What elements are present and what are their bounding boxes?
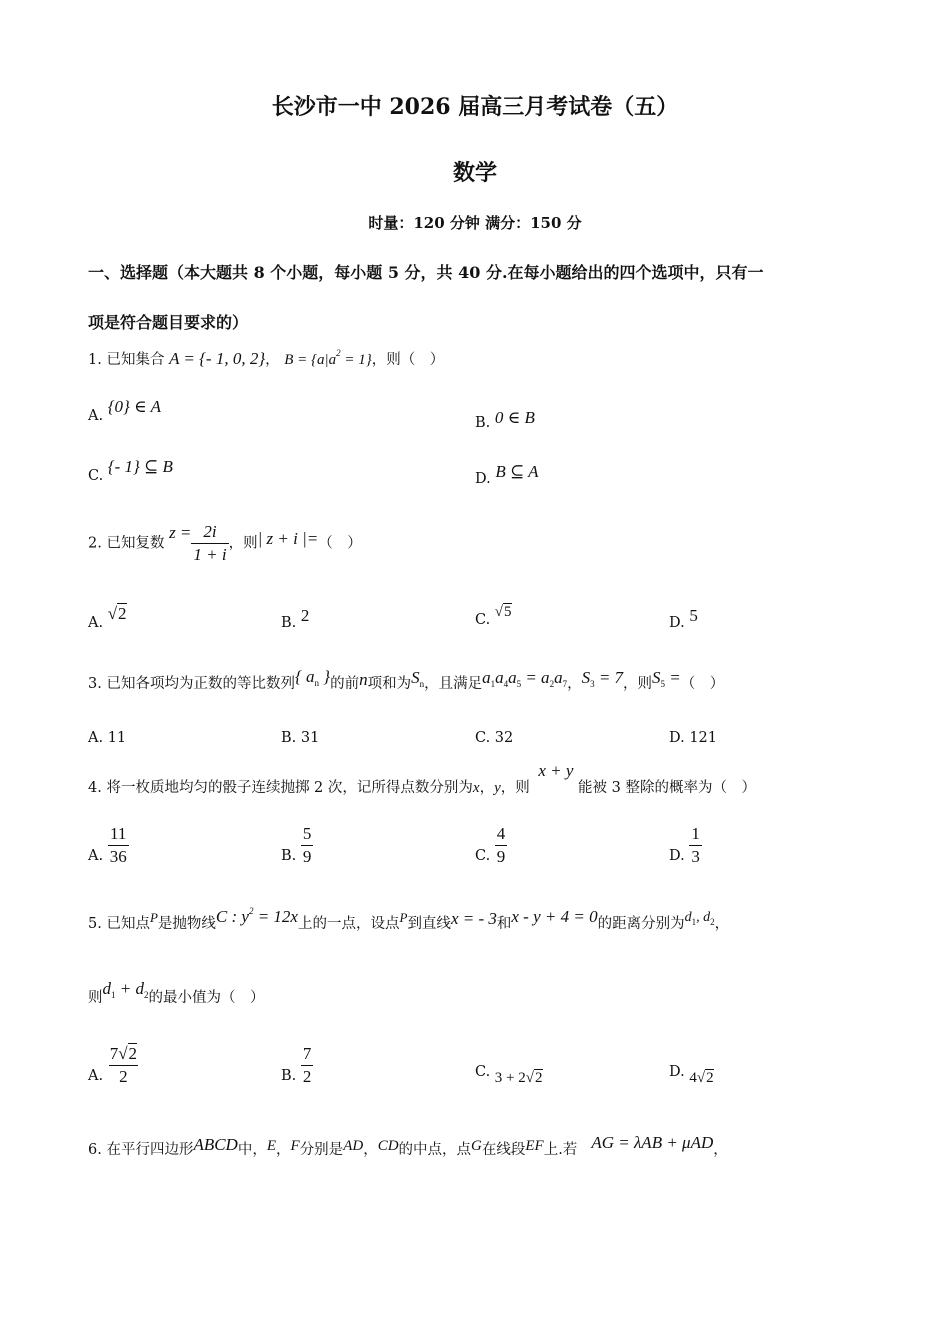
- q5-line2: x - y + 4 = 0: [511, 907, 598, 926]
- q1-option-a-label: A.: [88, 408, 104, 424]
- q5-mid1: 是抛物线: [157, 916, 216, 932]
- q2-abs: | z + i |=: [257, 528, 319, 548]
- q5-option-a-num: 7: [109, 1044, 119, 1063]
- q1-set-b-text: B = {a|a: [284, 352, 337, 368]
- q3-eq-s5: 5: [516, 679, 522, 689]
- q2-option-b-label: B.: [281, 615, 297, 631]
- q4-option-d: [669, 824, 702, 867]
- section-heading-line1: 一、选择题（本大题共 8 个小题，每小题 5 分，共 40 分.在每小题给出的四个选项中，只有一: [88, 263, 764, 282]
- question-1: [88, 348, 444, 369]
- q5-option-b-frac: [301, 1044, 314, 1087]
- q3-sequence: [295, 667, 330, 686]
- q2-option-a-label: A.: [88, 615, 104, 631]
- q1-option-b-label: B.: [475, 415, 491, 431]
- q1-option-c-label: C.: [88, 468, 104, 484]
- q5-option-b: [281, 1044, 313, 1087]
- q5-p: P: [149, 910, 158, 925]
- q2-option-d-text: 5: [689, 606, 698, 625]
- q2-fraction: [191, 522, 228, 565]
- q6-end: ，: [713, 1142, 728, 1158]
- q6-cd: CD: [377, 1138, 399, 1154]
- q5-option-a-den: 2: [109, 1065, 138, 1087]
- q1-option-c-text: {- 1} ⊆ B: [107, 457, 173, 476]
- question-6: [88, 1133, 728, 1159]
- q1-prefix: 1. 已知集合: [88, 352, 165, 368]
- q6-f: F: [290, 1138, 300, 1154]
- q3-prefix: 3. 已知各项均为正数的等比数列: [88, 676, 295, 692]
- q6-mid1: 中，: [237, 1142, 267, 1158]
- q5-d2-sub: 2: [710, 917, 715, 927]
- q5-distances: [685, 910, 715, 925]
- q3-s3-s: S: [581, 668, 591, 687]
- q3-sn-sub: n: [419, 679, 425, 689]
- q6-ad: AD: [343, 1138, 364, 1154]
- q5-mid2: 上的一点，设点: [297, 916, 400, 932]
- q3-seq-end: }: [319, 667, 331, 686]
- q1-set-b-exp: 2: [336, 348, 341, 358]
- q2-option-d-label: D.: [669, 615, 685, 631]
- q3-mid3: ，且满足: [424, 676, 483, 692]
- q5-option-b-label: B.: [281, 1067, 297, 1084]
- q5-end: ，: [714, 916, 730, 932]
- q5-curve-rhs: = 12x: [253, 907, 298, 926]
- q6-e: E: [266, 1138, 277, 1154]
- q5-line1: x = - 3: [450, 909, 497, 928]
- section-heading-line2: 项是符合题目要求的）: [88, 313, 249, 332]
- q5-prefix: 5. 已知点: [88, 916, 150, 932]
- q3-sn: [411, 668, 424, 687]
- q5-option-d-radicand: 2: [706, 1070, 714, 1086]
- q5-and: 和: [496, 916, 512, 932]
- q1-option-a: [88, 397, 161, 425]
- subject-title: 数学: [452, 160, 497, 186]
- q3-option-d: D. 121: [669, 730, 718, 746]
- q5-option-d-text: 4: [689, 1070, 697, 1086]
- q6-ef: EF: [525, 1138, 544, 1154]
- q3-s5-sub: 5: [660, 679, 666, 689]
- q5-option-c-label: C.: [475, 1064, 491, 1080]
- q3-sn-s: S: [411, 668, 420, 687]
- q5-option-b-den: 2: [302, 1067, 312, 1086]
- q6-g: G: [471, 1138, 482, 1154]
- q3-seq-sub: n: [314, 678, 320, 688]
- q5-sum: [103, 979, 149, 998]
- q5-option-d-label: D.: [669, 1064, 685, 1080]
- q3-s3: [582, 668, 623, 687]
- q4-option-a-label: A.: [88, 847, 104, 864]
- q4-option-d-label: D.: [669, 847, 685, 864]
- q6-mid3: 的中点，点: [398, 1142, 472, 1158]
- q2-option-a: A. √2: [88, 604, 127, 631]
- q3-s3-sub: 3: [590, 679, 595, 689]
- q4-mid: ，则: [500, 780, 530, 796]
- q3-eq-a4: a: [495, 668, 504, 687]
- q4-option-a-num: 11: [110, 824, 127, 843]
- q4-option-b: [281, 824, 313, 867]
- q5-option-c-radicand: 2: [535, 1070, 543, 1086]
- q1-suffix: ，则（ ）: [371, 352, 445, 368]
- q1-option-d: [475, 462, 539, 488]
- q5-option-a-radicand: 2: [128, 1044, 138, 1063]
- q3-s3-val: = 7: [594, 668, 624, 687]
- q3-eq-a2: = a: [521, 668, 550, 687]
- q2-z: z =: [169, 522, 192, 542]
- q4-option-c-den: 9: [496, 847, 506, 866]
- q3-mid4: ，则: [623, 676, 653, 692]
- q5-curve-text: C : y: [215, 907, 249, 926]
- q2-option-a-text: 2: [118, 604, 127, 623]
- q5-then: 则: [88, 990, 103, 1006]
- q4-option-a-den: 36: [109, 847, 127, 866]
- question-3: [88, 667, 725, 694]
- q2-mid: ，则: [228, 535, 258, 552]
- q4-prefix: 4. 将一枚质地均匀的骰子连续抛掷 2 次，记所得点数分别为: [88, 780, 473, 796]
- q4-option-c-frac: [495, 824, 508, 867]
- q5-mid3: 到直线: [407, 916, 451, 932]
- q6-abcd: ABCD: [193, 1135, 238, 1154]
- q6-comma2: ，: [363, 1142, 378, 1158]
- q4-expression: x + y: [538, 761, 574, 780]
- q3-s5-eq: =: [665, 668, 681, 687]
- q2-option-b: [281, 606, 310, 632]
- q6-equation: AG = λAB + μAD: [591, 1133, 714, 1152]
- q2-prefix: 2. 已知复数: [88, 535, 165, 552]
- q5-option-a: [88, 1044, 139, 1087]
- q5-suffix: 的最小值为（ ）: [148, 990, 265, 1006]
- q5-p2: P: [399, 910, 408, 925]
- q5-sum-d1: d: [102, 979, 111, 998]
- q5-sum-sub2: 2: [143, 990, 149, 1000]
- q3-equation: [482, 668, 567, 687]
- question-5: [88, 906, 730, 934]
- q2-option-d: [669, 606, 698, 632]
- q5-option-a-label: A.: [88, 1067, 104, 1084]
- q2-option-c-label: C.: [475, 612, 491, 628]
- q5-d2: , d: [696, 910, 711, 925]
- q1-option-b-text: 0 ∈ B: [494, 408, 535, 427]
- q3-option-b: B. 31: [281, 730, 320, 746]
- q4-option-d-den: 3: [691, 847, 700, 866]
- question-4: [88, 761, 756, 797]
- q6-mid2: 分别是: [299, 1142, 344, 1158]
- q1-set-b-end: = 1}: [340, 352, 372, 368]
- q3-option-a: A. 11: [88, 730, 127, 746]
- q1-option-b: [475, 408, 535, 432]
- q3-seq-a: { a: [294, 667, 315, 686]
- q3-mid2: 项和为: [367, 676, 412, 692]
- q1-comma: ，: [265, 352, 280, 368]
- q4-x: x: [472, 780, 480, 796]
- q4-option-b-label: B.: [281, 847, 297, 864]
- q1-option-d-text: B ⊆ A: [495, 462, 539, 481]
- q5-curve: [216, 907, 298, 926]
- q4-y: y: [494, 780, 501, 796]
- q2-suffix: （ ）: [318, 535, 362, 552]
- q3-eq-s7: 7: [562, 679, 568, 689]
- q5-d1: d: [684, 910, 692, 925]
- q3-eq-s2: 2: [549, 679, 555, 689]
- q4-option-c-label: C.: [475, 847, 491, 864]
- q3-mid1: 的前: [330, 676, 360, 692]
- q3-eq-s4: 4: [503, 679, 509, 689]
- q1-option-d-label: D.: [475, 471, 491, 487]
- q6-comma1: ，: [276, 1142, 291, 1158]
- q4-option-a-frac: [108, 824, 129, 867]
- question-5-line2: [88, 979, 265, 1008]
- q4-comma: ，: [479, 780, 495, 796]
- q5-sum-d2: + d: [115, 979, 144, 998]
- q3-s5: [652, 668, 681, 687]
- q3-n: n: [359, 670, 368, 689]
- q3-eq-a1: a: [482, 668, 491, 687]
- q5-option-b-num: 7: [302, 1044, 312, 1063]
- q4-option-b-den: 9: [302, 847, 312, 866]
- exam-meta: 时量：120 分钟 满分：150 分: [368, 214, 582, 232]
- q5-option-c-text: 3 + 2: [494, 1070, 526, 1086]
- q5-d1-sub: 1: [691, 917, 697, 927]
- q3-comma: ，: [567, 676, 582, 692]
- q6-mid5: 上.若: [543, 1142, 578, 1158]
- q2-option-c: C. √5: [475, 604, 512, 628]
- q1-option-c: [88, 457, 173, 485]
- question-2: [88, 522, 362, 565]
- q1-option-a-text: {0} ∈ A: [107, 397, 161, 416]
- q3-eq-a7: a: [554, 668, 563, 687]
- q2-option-c-text: 5: [504, 604, 512, 620]
- page-title: 长沙市一中 2026 届高三月考试卷（五）: [271, 94, 679, 120]
- q6-mid4: 在线段: [481, 1142, 526, 1158]
- q2-option-b-text: 2: [300, 606, 310, 625]
- q3-s5-s: S: [652, 668, 661, 687]
- q1-set-b: [284, 348, 372, 368]
- q4-option-b-frac: [301, 824, 314, 867]
- q4-option-c-num: 4: [496, 824, 506, 843]
- q3-suffix: （ ）: [680, 676, 725, 692]
- q4-option-b-num: 5: [302, 824, 312, 843]
- q5-mid4: 的距离分别为: [597, 916, 685, 932]
- q4-option-c: [475, 824, 507, 867]
- q2-numerator: 2i: [203, 522, 217, 541]
- q5-option-a-frac: $\frac{7√2}{2}$: [109, 1044, 138, 1086]
- q3-eq-s1: 1: [490, 679, 496, 689]
- q5-option-d: D. 4√2: [669, 1064, 714, 1086]
- q3-eq-a5: a: [508, 668, 517, 687]
- q1-set-a: A = {- 1, 0, 2}: [169, 349, 266, 368]
- q4-suffix: 能被 3 整除的概率为（ ）: [578, 780, 756, 796]
- q6-prefix: 6. 在平行四边形: [88, 1142, 194, 1158]
- q5-curve-exp: 2: [248, 906, 254, 916]
- q5-sum-sub1: 1: [111, 990, 116, 1000]
- q2-denominator: 1 + i: [193, 545, 227, 564]
- q4-option-d-num: 1: [691, 824, 700, 843]
- q3-option-c: C. 32: [475, 730, 514, 746]
- q4-option-a: [88, 824, 129, 867]
- q5-option-c: C. 3 + 2√2: [475, 1064, 543, 1086]
- q4-option-d-frac: [689, 824, 702, 867]
